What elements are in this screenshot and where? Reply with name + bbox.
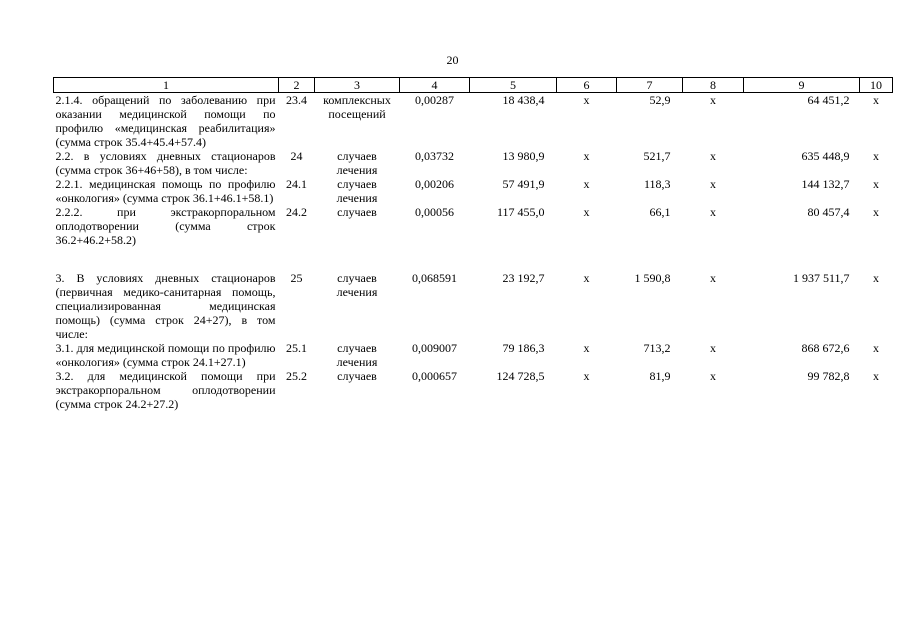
cell-col9: 99 782,8 [807, 369, 850, 383]
cell-col6: х [583, 369, 590, 383]
cell-col7: 713,2 [643, 341, 671, 355]
row-unit: случаев лечения [336, 271, 378, 299]
cell-col8: х [710, 341, 716, 355]
cell-col6: х [583, 205, 590, 219]
column-header: 1 [54, 78, 279, 93]
spacer-cell [54, 247, 893, 271]
table-row [54, 205, 893, 247]
cell-col6: х [583, 93, 590, 107]
cell-col9: 1 937 511,7 [792, 271, 850, 285]
cell-col4: 0,000657 [412, 369, 457, 383]
table-row [54, 369, 893, 411]
row-code: 23.4 [286, 93, 307, 107]
spacer-row [54, 247, 893, 271]
cell-col8: х [710, 205, 716, 219]
row-code: 25.1 [286, 341, 307, 355]
column-header: 10 [860, 78, 893, 93]
column-header: 9 [744, 78, 860, 93]
cell-col7: 81,9 [649, 369, 671, 383]
cell-col5: 79 186,3 [502, 341, 545, 355]
cell-col6: х [583, 177, 590, 191]
cell-col7: 52,9 [649, 93, 671, 107]
cell-col8: х [710, 369, 716, 383]
cell-col10: х [873, 341, 879, 355]
column-header: 7 [617, 78, 683, 93]
table-header-row [54, 78, 893, 93]
cell-col4: 0,00206 [415, 177, 454, 191]
cell-col7: 66,1 [649, 205, 671, 219]
cell-col8: х [710, 271, 716, 285]
page-number: 20 [446, 53, 459, 67]
row-unit: случаев лечения [336, 149, 378, 177]
cell-col4: 0,03732 [415, 149, 454, 163]
column-header: 3 [315, 78, 400, 93]
cell-col10: х [873, 93, 879, 107]
cell-col6: х [583, 271, 590, 285]
cell-col10: х [873, 205, 879, 219]
cell-col8: х [710, 177, 716, 191]
column-header: 4 [400, 78, 470, 93]
cell-col8: х [710, 149, 716, 163]
row-unit: комплексных посещений [323, 93, 391, 121]
cell-col7: 521,7 [643, 149, 671, 163]
cell-col7: 118,3 [643, 177, 671, 191]
cell-col10: х [873, 271, 879, 285]
row-unit: случаев лечения [336, 177, 378, 205]
cell-col5: 18 438,4 [502, 93, 545, 107]
table-row [54, 93, 893, 150]
row-unit: случаев [337, 369, 377, 383]
table-row [54, 149, 893, 177]
row-description: 2.2.1. медицинская помощь по профилю «онкология» (сумма строк 36.1+46.1+58.1) [55, 177, 276, 205]
cell-col5: 124 728,5 [496, 369, 545, 383]
row-unit: случаев лечения [336, 341, 378, 369]
cell-col4: 0,068591 [412, 271, 457, 285]
cell-col10: х [873, 369, 879, 383]
row-description: 2.2. в условиях дневных стационаров (сумма строк 36+46+58), в том числе: [55, 149, 276, 177]
cell-col9: 144 132,7 [801, 177, 850, 191]
cell-col4: 0,009007 [412, 341, 457, 355]
cell-col4: 0,00056 [415, 205, 454, 219]
table-row [54, 341, 893, 369]
table-row [54, 177, 893, 205]
cell-col10: х [873, 177, 879, 191]
row-code: 25 [290, 271, 303, 285]
table-row [54, 271, 893, 341]
row-code: 24 [290, 149, 303, 163]
cell-col8: х [710, 93, 716, 107]
cell-col5: 117 455,0 [496, 205, 545, 219]
row-description: 2.2.2. при экстракорпоральном оплодотворении (сумма строк 36.2+46.2+58.2) [55, 205, 276, 247]
cell-col5: 23 192,7 [502, 271, 545, 285]
cell-col6: х [583, 149, 590, 163]
row-code: 25.2 [286, 369, 307, 383]
row-description: 3.2. для медицинской помощи при экстракорпоральном оплодотворении (сумма строк 24.2+27.2) [55, 369, 276, 411]
cell-col6: х [583, 341, 590, 355]
cell-col7: 1 590,8 [634, 271, 671, 285]
data-table [53, 77, 893, 411]
cell-col9: 64 451,2 [807, 93, 850, 107]
column-header: 6 [557, 78, 617, 93]
cell-col4: 0,00287 [415, 93, 454, 107]
cell-col10: х [873, 149, 879, 163]
row-code: 24.1 [286, 177, 307, 191]
cell-col5: 13 980,9 [502, 149, 545, 163]
cell-col9: 868 672,6 [801, 341, 850, 355]
row-description: 3.1. для медицинской помощи по профилю «онкология» (сумма строк 24.1+27.1) [55, 341, 276, 369]
row-unit: случаев [337, 205, 377, 219]
column-header: 8 [683, 78, 744, 93]
row-code: 24.2 [286, 205, 307, 219]
column-header: 2 [279, 78, 315, 93]
cell-col9: 80 457,4 [807, 205, 850, 219]
row-description: 3. В условиях дневных стационаров (первичная медико-санитарная помощь, специализированная медицинская помощь) (сумма строк 24+27), в том числе: [55, 271, 276, 341]
column-header: 5 [470, 78, 557, 93]
row-description: 2.1.4. обращений по заболеванию при оказании медицинской помощи по профилю «медицинская реабилитация» (сумма строк 35.4+45.4+57.4) [55, 93, 276, 149]
cell-col5: 57 491,9 [502, 177, 545, 191]
cell-col9: 635 448,9 [801, 149, 850, 163]
